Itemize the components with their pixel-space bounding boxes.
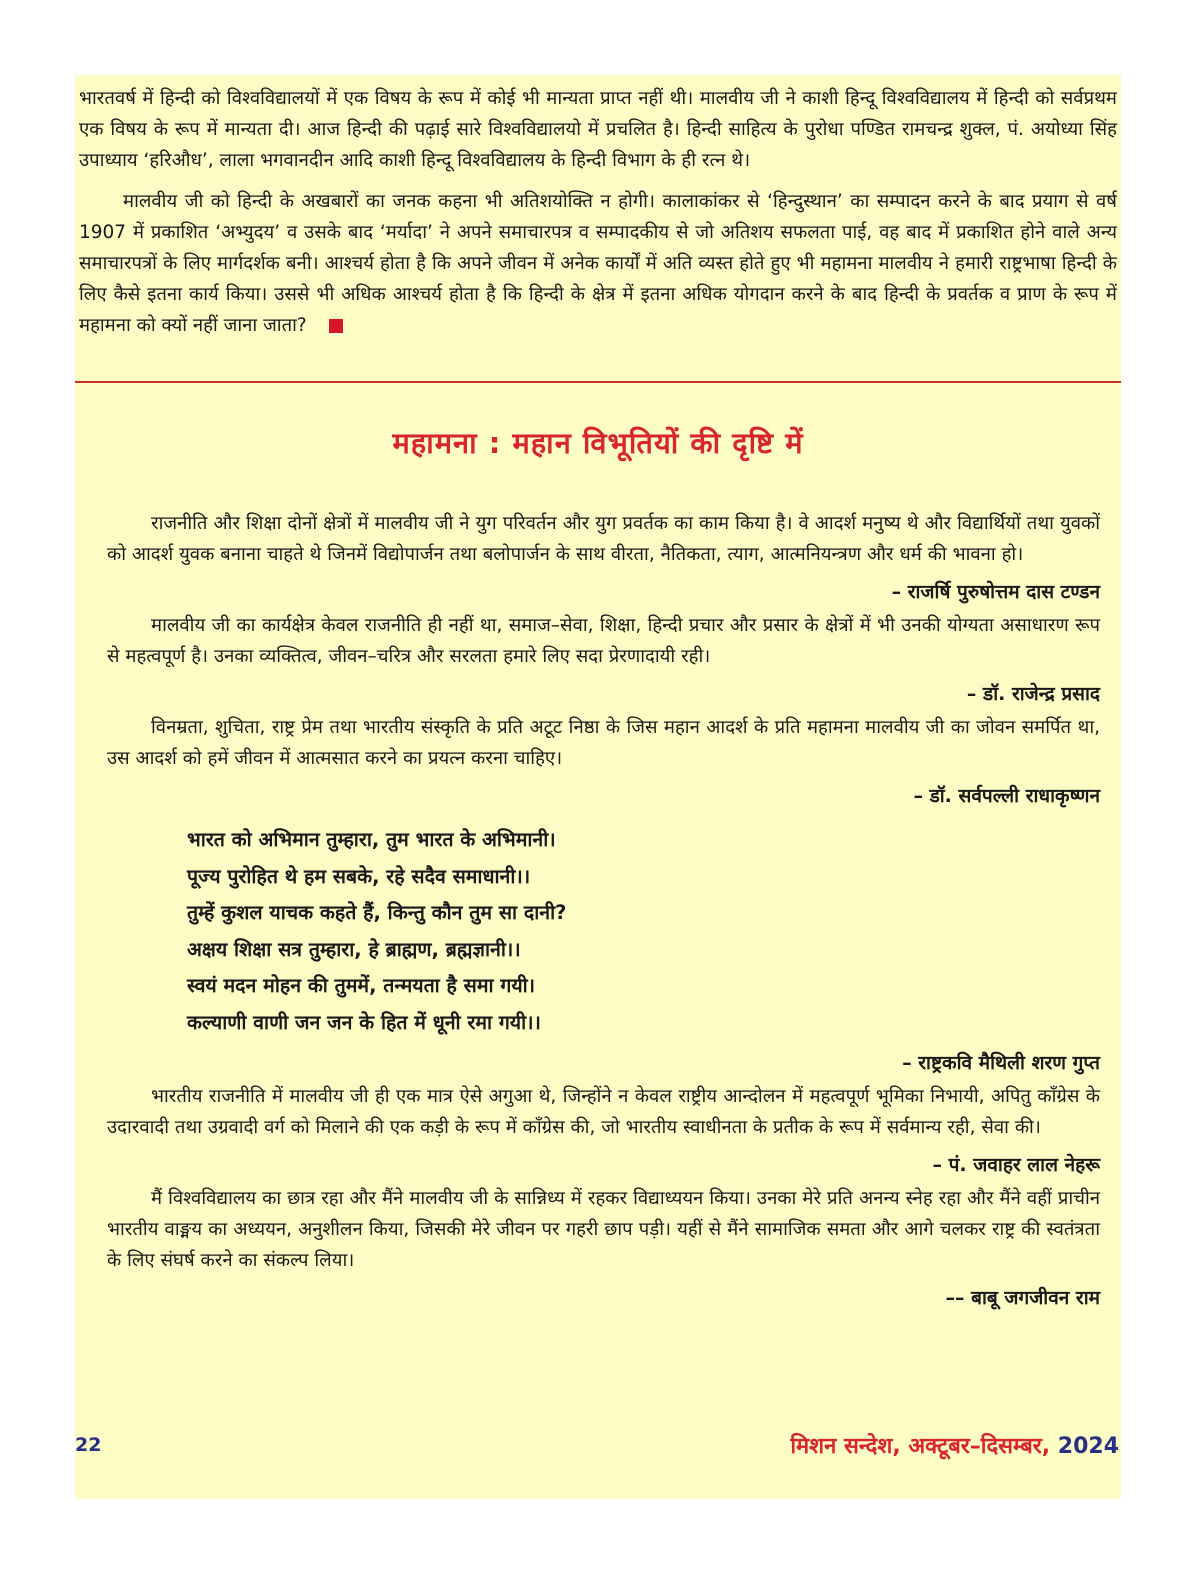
page [75,75,1121,1499]
end-square-icon [329,319,343,333]
page-number: 22 [75,1434,102,1456]
quote-text: मैं विश्वविद्यालय का छात्र रहा और मैंने मालवीय जी के सान्निध्य में रहकर विद्याध्ययन किया। उनका मेरे प्रति अनन्य स्नेह रहा और मैंने वहीं प्राचीन भारतीय वाङ्मय का अध्ययन, अनुशीलन किया, जिसकी मेरे जीवन पर गहरी छाप पड़ी। यहीं से मैंने सामाजिक समता और आगे चलकर राष्ट्र की स्वतंत्रता के लिए संघर्ष करने का संकल्प लिया। [107,1188,1100,1271]
quote-author: – राजर्षि पुरुषोत्तम दास टण्डन [891,581,1100,603]
quote-author: – पं. जवाहर लाल नेहरू [932,1154,1100,1176]
poem-line: स्वयं मदन मोहन की तुममें, तन्मयता है समा गयी। [187,974,536,997]
intro-paragraph-2-text: मालवीय जी को हिन्दी के अखबारों का जनक कहना भी अतिशयोक्ति न होगी। कालाकांकर से ‘हिन्दुस्थान’ का सम्पादन करने के बाद प्रयाग से वर्ष 1907 में प्रकाशित ‘अभ्युदय’ व उसके बाद ‘मर्यादा’ ने अपने समाचारपत्र व सम्पादकीय से जो अतिशय सफलता पाई, वह बाद में प्रकाशित होने वाले अन्य समाचारपत्रों के लिए मार्गदर्शक बनी। आश्चर्य होता है कि अपने जीवन में अनेक कार्यों में अति व्यस्त होते हुए भी महामना मालवीय ने हमारी राष्ट्रभाषा हिन्दी के लिए कैसे इतना कार्य किया। उससे भी अधिक आश्चर्य होता है कि हिन्दी के क्षेत्र में इतना अधिक योगदान करने के बाद हिन्दी के प्रवर्तक व प्राण के रूप में महामना को क्यों नहीं जाना जाता? [79,191,1117,336]
publication-footer [790,1430,1119,1460]
poem [187,822,1100,1041]
intro-section [79,83,1117,351]
quote-text: भारतीय राजनीति में मालवीय जी ही एक मात्र ऐसे अगुआ थे, जिन्होंने न केवल राष्ट्रीय आन्दोलन में महत्वपूर्ण भूमिका निभायी, अपितु कॉंग्रेस के उदारवादी तथा उग्रवादी वर्ग को मिलाने की एक कड़ी के रूप में कॉंग्रेस की, जो भारतीय स्वाधीनता के प्रतीक के रूप में सर्वमान्य रही, सेवा की। [107,1086,1100,1138]
quote-text: मालवीय जी का कार्यक्षेत्र केवल राजनीति ही नहीं था, समाज–सेवा, शिक्षा, हिन्दी प्रचार और प्रसार के क्षेत्रों में भी उनकी योग्यता असाधारण रूप से महत्वपूर्ण है। उनका व्यक्तित्व, जीवन–चरित्र और सरलता हमारे लिए सदा प्रेरणादायी रही। [107,615,1100,667]
publication-name: मिशन सन्देश, अक्टूबर–दिसम्बर, [790,1434,1058,1459]
poem-author: – राष्ट्रकवि मैथिली शरण गुप्त [902,1052,1100,1074]
section-title: महामना : महान विभूतियों की दृष्टि में [392,426,804,460]
section-divider [75,381,1121,383]
quote-text: विनम्रता, शुचिता, राष्ट्र प्रेम तथा भारतीय संस्कृति के प्रति अटूट निष्ठा के जिस महान आदर्श के प्रति महामना मालवीय जी का जोवन समर्पित था, उस आदर्श को हमें जीवन में आत्मसात करने का प्रयत्न करना चाहिए। [107,717,1100,769]
poem-line: कल्याणी वाणी जन जन के हित में धूनी रमा गयी।। [187,1010,541,1034]
quote-text: राजनीति और शिक्षा दोनों क्षेत्रों में मालवीय जी ने युग परिवर्तन और युग प्रवर्तक का काम किया है। वे आदर्श मनुष्य थे और विद्यार्थियों तथा युवकों को आदर्श युवक बनाना चाहते थे जिनमें विद्योपार्जन तथा बलोपार्जन के साथ वीरता, नैतिकता, त्याग, आत्मनियन्त्रण और धर्म की भावना हो। [107,513,1100,565]
poem-line: तुम्हें कुशल याचक कहते हैं, किन्तु कौन तुम सा दानी? [187,901,567,924]
poem-line: भारत को अभिमान तुम्हारा, तुम भारत के अभिमानी। [187,828,556,851]
publication-year: 2024 [1057,1434,1119,1459]
poem-line: अक्षय शिक्षा सत्र तुम्हारा, हे ब्राह्मण, ब्रह्मज्ञानी।। [187,937,521,961]
quote-author: – डॉ. राजेन्द्र प्रसाद [966,683,1100,705]
quotes-section [107,508,1100,1316]
quote-author: – डॉ. सर्वपल्ली राधाकृष्णन [913,785,1100,807]
poem-line: पूज्य पुरोहित थे हम सबके, रहे सदैव समाधानी।। [187,864,531,888]
quote-author: –– बाबू जगजीवन राम [945,1287,1100,1309]
intro-paragraph-1: भारतवर्ष में हिन्दी को विश्वविद्यालयों में एक विषय के रूप में कोई भी मान्यता प्राप्त नहीं थी। मालवीय जी ने काशी हिन्दू विश्वविद्यालय में हिन्दी को सर्वप्रथम एक विषय के रूप में मान्यता दी। आज हिन्दी की पढ़ाई सारे विश्वविद्यालयो में प्रचलित है। हिन्दी साहित्य के पुरोधा पण्डित रामचन्द्र शुक्ल, पं. अयोध्या सिंह उपाध्याय ‘हरिऔध’, लाला भगवानदीन आदि काशी हिन्दू विश्वविद्यालय के हिन्दी विभाग के ही रत्न थे। [79,88,1117,171]
intro-paragraph-2 [79,186,1117,341]
